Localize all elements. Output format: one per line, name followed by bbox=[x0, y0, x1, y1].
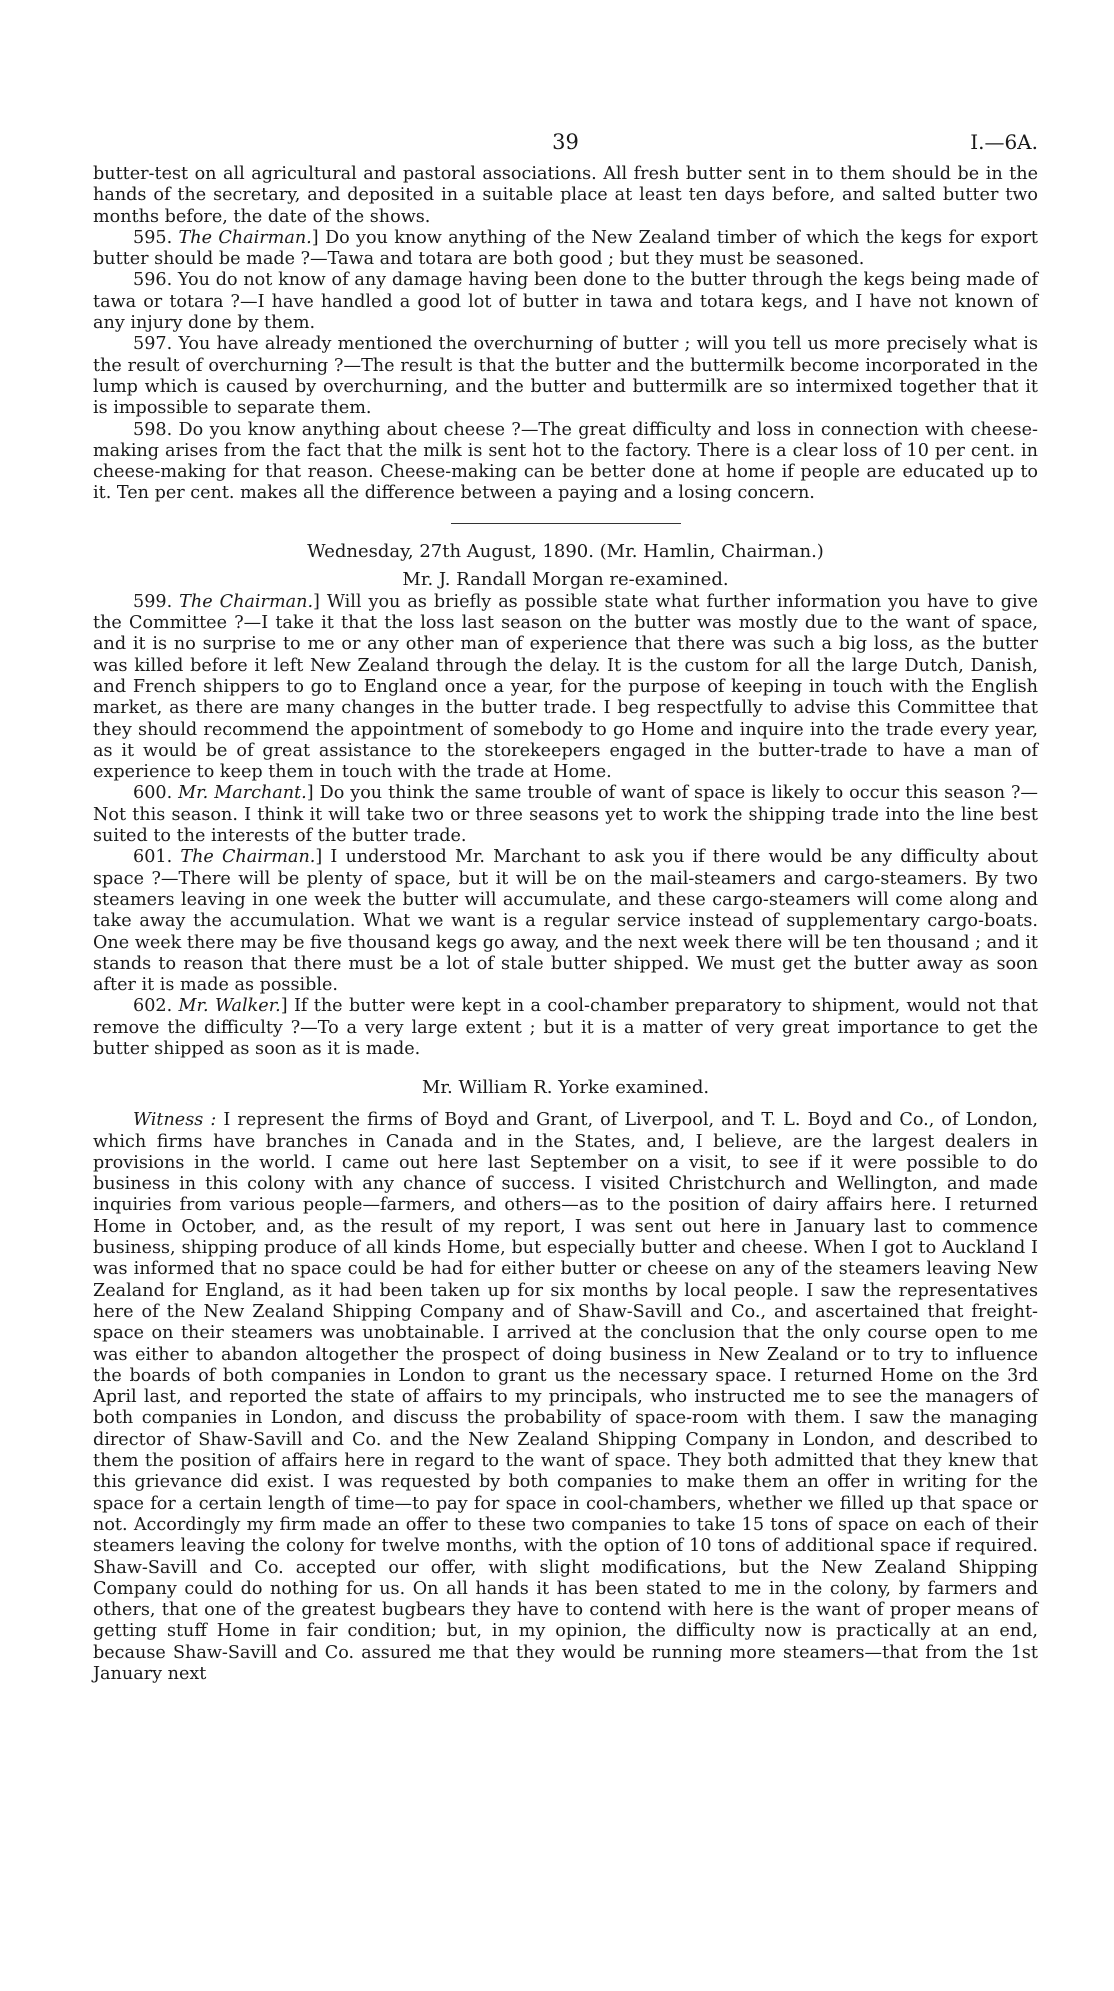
question-598: 598. Do you know anything about cheese ?—The great difficulty and loss in connection with cheese-making arises from the fact that the milk is sent hot to the factory. There is a clear loss of 10 per cent. in cheese-making for that reason. Cheese-making can be better done at home if people are educated up to it. Ten per cent. makes all the difference between a paying and a losing concern. bbox=[93, 419, 1038, 504]
page-number: 39 bbox=[552, 130, 579, 154]
body-text-yorke bbox=[93, 1110, 1038, 1685]
body-text bbox=[93, 164, 1038, 505]
continuation-paragraph: butter-test on all agricultural and pastoral associations. All fresh butter sent in to them should be in the hands of the secretary, and deposited in a suitable place at least ten days before, and salted butter two months before, the date of the shows. bbox=[93, 164, 1038, 227]
page-header bbox=[93, 124, 1038, 164]
question-text: ] I understood Mr. Marchant to ask you if there would be any difficulty about space ?—There will be plenty of space, but it will be on the mail-steamers and cargo-steamers. By two steamers leaving in one week the butter will accumulate, and these cargo-steamers will come along and take away the accumulation. What we want is a regular service instead of supplementary cargo-boats. One week there may be five thousand kegs go away, and the next week there will be ten thousand ; and it stands to reason that there must be a lot of stale butter shipped. We must get the butter away as soon after it is made as possible. bbox=[93, 847, 1038, 996]
document-reference: I.—6A. bbox=[970, 130, 1038, 154]
speaker-name: The Chairman. bbox=[178, 227, 312, 248]
speaker-name: The Chairman. bbox=[179, 591, 314, 612]
statement-text: I represent the firms of Boyd and Grant, of Liverpool, and T. L. Boyd and Co., of London, which firms have branches in Canada and in the States, and, I believe, are the largest dealers in provisions in the world. I came out here last September on a visit, to see if it were possible to do business in this colony with any chance of success. I visited Christchurch and Wellington, and made inquiries from various people—farmers, and others—as to the position of dairy affairs here. I returned Home in October, and, as the result of my report, I was sent out here in January last to commence business, shipping produce of all kinds Home, but especially butter and cheese. When I got to Auckland I was informed that no space could be had for either butter or cheese on any of the steamers leaving New Zealand for England, as it had been taken up for six months by local people. I saw the representatives here of the New Zealand Shipping Company and of Shaw-Savill and Co., and ascertained that freight-space on their steamers was unobtainable. I arrived at the conclusion that the only course open to me was either to abandon altogether the prospect of doing business in New Zealand or to try to influence the boards of both companies in London to grant us the necessary space. I returned Home on the 3rd April last, and reported the state of affairs to my principals, who instructed me to see the managers of both companies in London, and discuss the probability of space-room with them. I saw the managing director of Shaw-Savill and Co. and the New Zealand Shipping Company in London, and described to them the position of affairs here in regard to the want of space. They both admitted that they knew that this grievance did exist. I was requested by both companies to make them an offer in writing for the space for a certain length of time—to pay for space in cool-chambers, whether we filled up that space or not. Accordingly my firm made an offer to these two companies to take 15 tons of space on each of their steamers leaving the colony for twelve months, with the option of 10 tons of additional space if required. Shaw-Savill and Co. accepted our offer, with slight modifications, but the New Zealand Shipping Company could do nothing for us. On all hands it has been stated to me in the colony, by farmers and others, that one of the greatest bugbears they have to contend with here is the want of proper means of getting stuff Home in fair condition; but, in my opinion, the difficulty now is practically at an end, because Shaw-Savill and Co. assured me that they would be running more steamers—that from the 1st January next bbox=[93, 1110, 1039, 1684]
question-599 bbox=[93, 592, 1038, 784]
question-text: ] Will you as briefly as possible state what further information you have to give the Committee ?—I take it that the loss last season on the butter was mostly due to the want of space, and it is no surprise to me or any other man of experience that there was such a big loss, as the butter was killed before it left New Zealand through the delay. It is the custom for all the large Dutch, Danish, and French shippers to go to England once a year, for the purpose of keeping in touch with the English market, as there are many changes in the butter trade. I beg respectfully to advise this Committee that they should recommend the appointment of somebody to go Home and inquire into the trade every year, as it would be of great assistance to the storekeepers engaged in the butter-trade to have a man of experience to keep them in touch with the trade at Home. bbox=[93, 591, 1039, 783]
question-601 bbox=[93, 847, 1038, 996]
session-heading: Wednesday, 27th August, 1890. (Mr. Hamlin, Chairman.) bbox=[307, 540, 824, 562]
question-text: ] Do you think the same trouble of want of space is likely to occur this season ?—Not this season. I think it will take two or three seasons yet to work the shipping trade into the line best suited to the interests of the butter trade. bbox=[93, 783, 1039, 847]
question-602 bbox=[93, 996, 1038, 1060]
section-divider bbox=[451, 523, 681, 524]
speaker-name: The Chairman. bbox=[180, 847, 316, 868]
body-text-morgan bbox=[93, 592, 1038, 1061]
question-number: 595. bbox=[133, 227, 173, 248]
question-number: 599. bbox=[133, 591, 173, 612]
question-number: 601. bbox=[133, 847, 173, 868]
question-text: ] Do you know anything of the New Zealand timber of which the kegs for export butter should be made ?—Tawa and totara are both good ; but they must be seasoned. bbox=[93, 227, 1038, 270]
question-600 bbox=[93, 783, 1038, 847]
question-text: ] If the butter were kept in a cool-chamber preparatory to shipment, would not that remove the difficulty ?—To a very large extent ; but it is a matter of very great importance to get the butter shipped as soon as it is made. bbox=[93, 996, 1039, 1059]
question-number: 602. bbox=[133, 996, 173, 1017]
witness-statement bbox=[93, 1110, 1038, 1685]
question-number: 600. bbox=[133, 783, 173, 804]
document-page bbox=[93, 124, 1038, 1685]
question-596: 596. You do not know of any damage having been done to the butter through the kegs being made of tawa or totara ?—I have handled a good lot of butter in tawa and totara kegs, and I have not known of any injury done by them. bbox=[93, 270, 1038, 334]
speaker-name: Mr. Walker. bbox=[178, 996, 281, 1017]
speaker-name: Mr. Marchant. bbox=[178, 783, 307, 804]
question-595 bbox=[93, 228, 1038, 271]
witness-label: Witness : bbox=[133, 1110, 217, 1131]
witness-heading-morgan: Mr. J. Randall Morgan re-examined. bbox=[402, 568, 729, 590]
witness-heading-yorke: Mr. William R. Yorke examined. bbox=[421, 1077, 710, 1099]
question-597: 597. You have already mentioned the overchurning of butter ; will you tell us more precisely what is the result of overchurning ?—The result is that the butter and the buttermilk become incorporated in the lump which is caused by overchurning, and the butter and buttermilk are so intermixed together that it is impossible to separate them. bbox=[93, 334, 1038, 419]
